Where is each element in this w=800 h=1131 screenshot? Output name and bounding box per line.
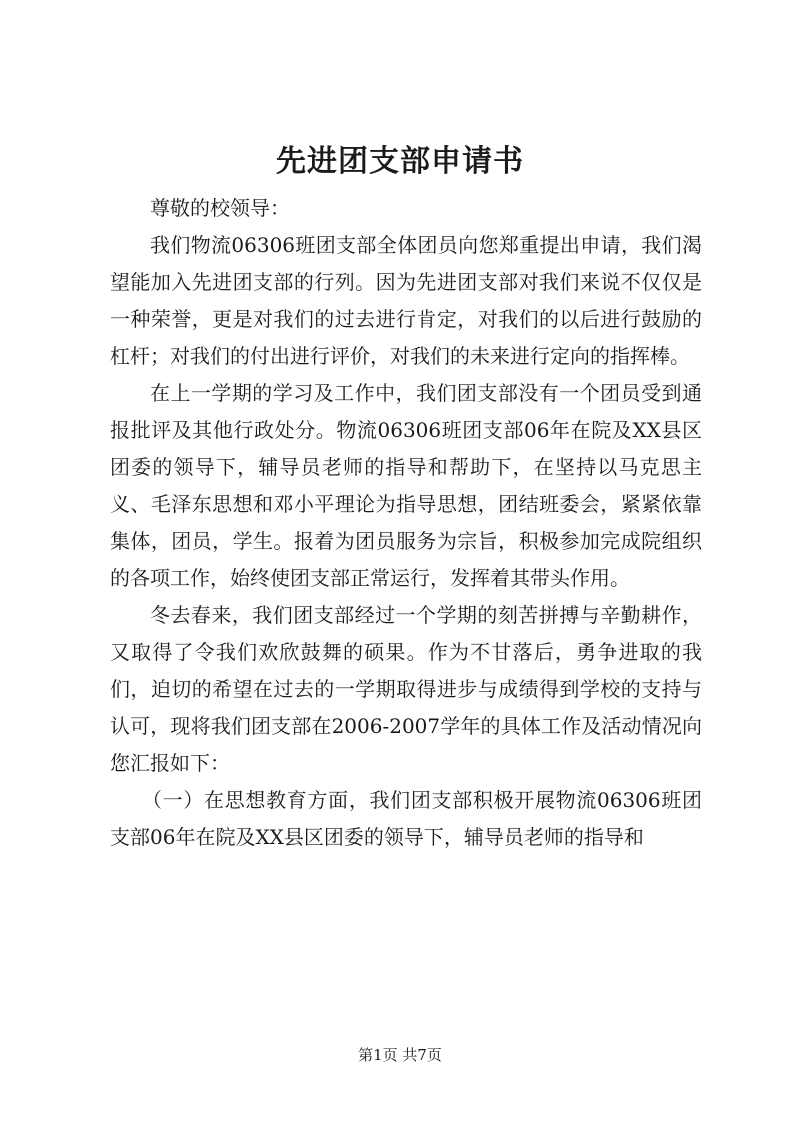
document-body [110, 190, 702, 856]
paragraph-report-intro: 冬去春来，我们团支部经过一个学期的刻苦拼搏与辛勤耕作，又取得了令我们欢欣鼓舞的硕果。作为不甘落后，勇争进取的我们，迫切的希望在过去的一学期取得进步与成绩得到学校的支持与认可，现将我们团支部在2006-2007学年的具体工作及活动情况向您汇报如下： [110, 603, 702, 775]
page-title: 先进团支部申请书 [276, 144, 524, 179]
page-footer: 第1页 共7页 [358, 1046, 442, 1064]
salutation: 尊敬的校领导： [150, 196, 290, 220]
paragraph-application: 我们物流06306班团支部全体团员向您郑重提出申请，我们渴望能加入先进团支部的行列。因为先进团支部对我们来说不仅仅是一种荣誉，更是对我们的过去进行肯定，对我们的以后进行鼓励的杠杆；对我们的付出进行评价，对我们的未来进行定向的指挥棒。 [110, 233, 702, 368]
paragraph-previous-term: 在上一学期的学习及工作中，我们团支部没有一个团员受到通报批评及其他行政处分。物流06306班团支部06年在院及XX县区团委的领导下，辅导员老师的指导和帮助下，在坚持以马克思主义、毛泽东思想和邓小平理论为指导思想，团结班委会，紧紧依靠集体，团员，学生。报着为团员服务为宗旨，积极参加完成院组织的各项工作，始终使团支部正常运行，发挥着其带头作用。 [110, 381, 702, 590]
paragraph-section-one: （一）在思想教育方面，我们团支部积极开展物流06306班团支部06年在院及XX县区团委的领导下，辅导员老师的指导和 [110, 788, 702, 849]
